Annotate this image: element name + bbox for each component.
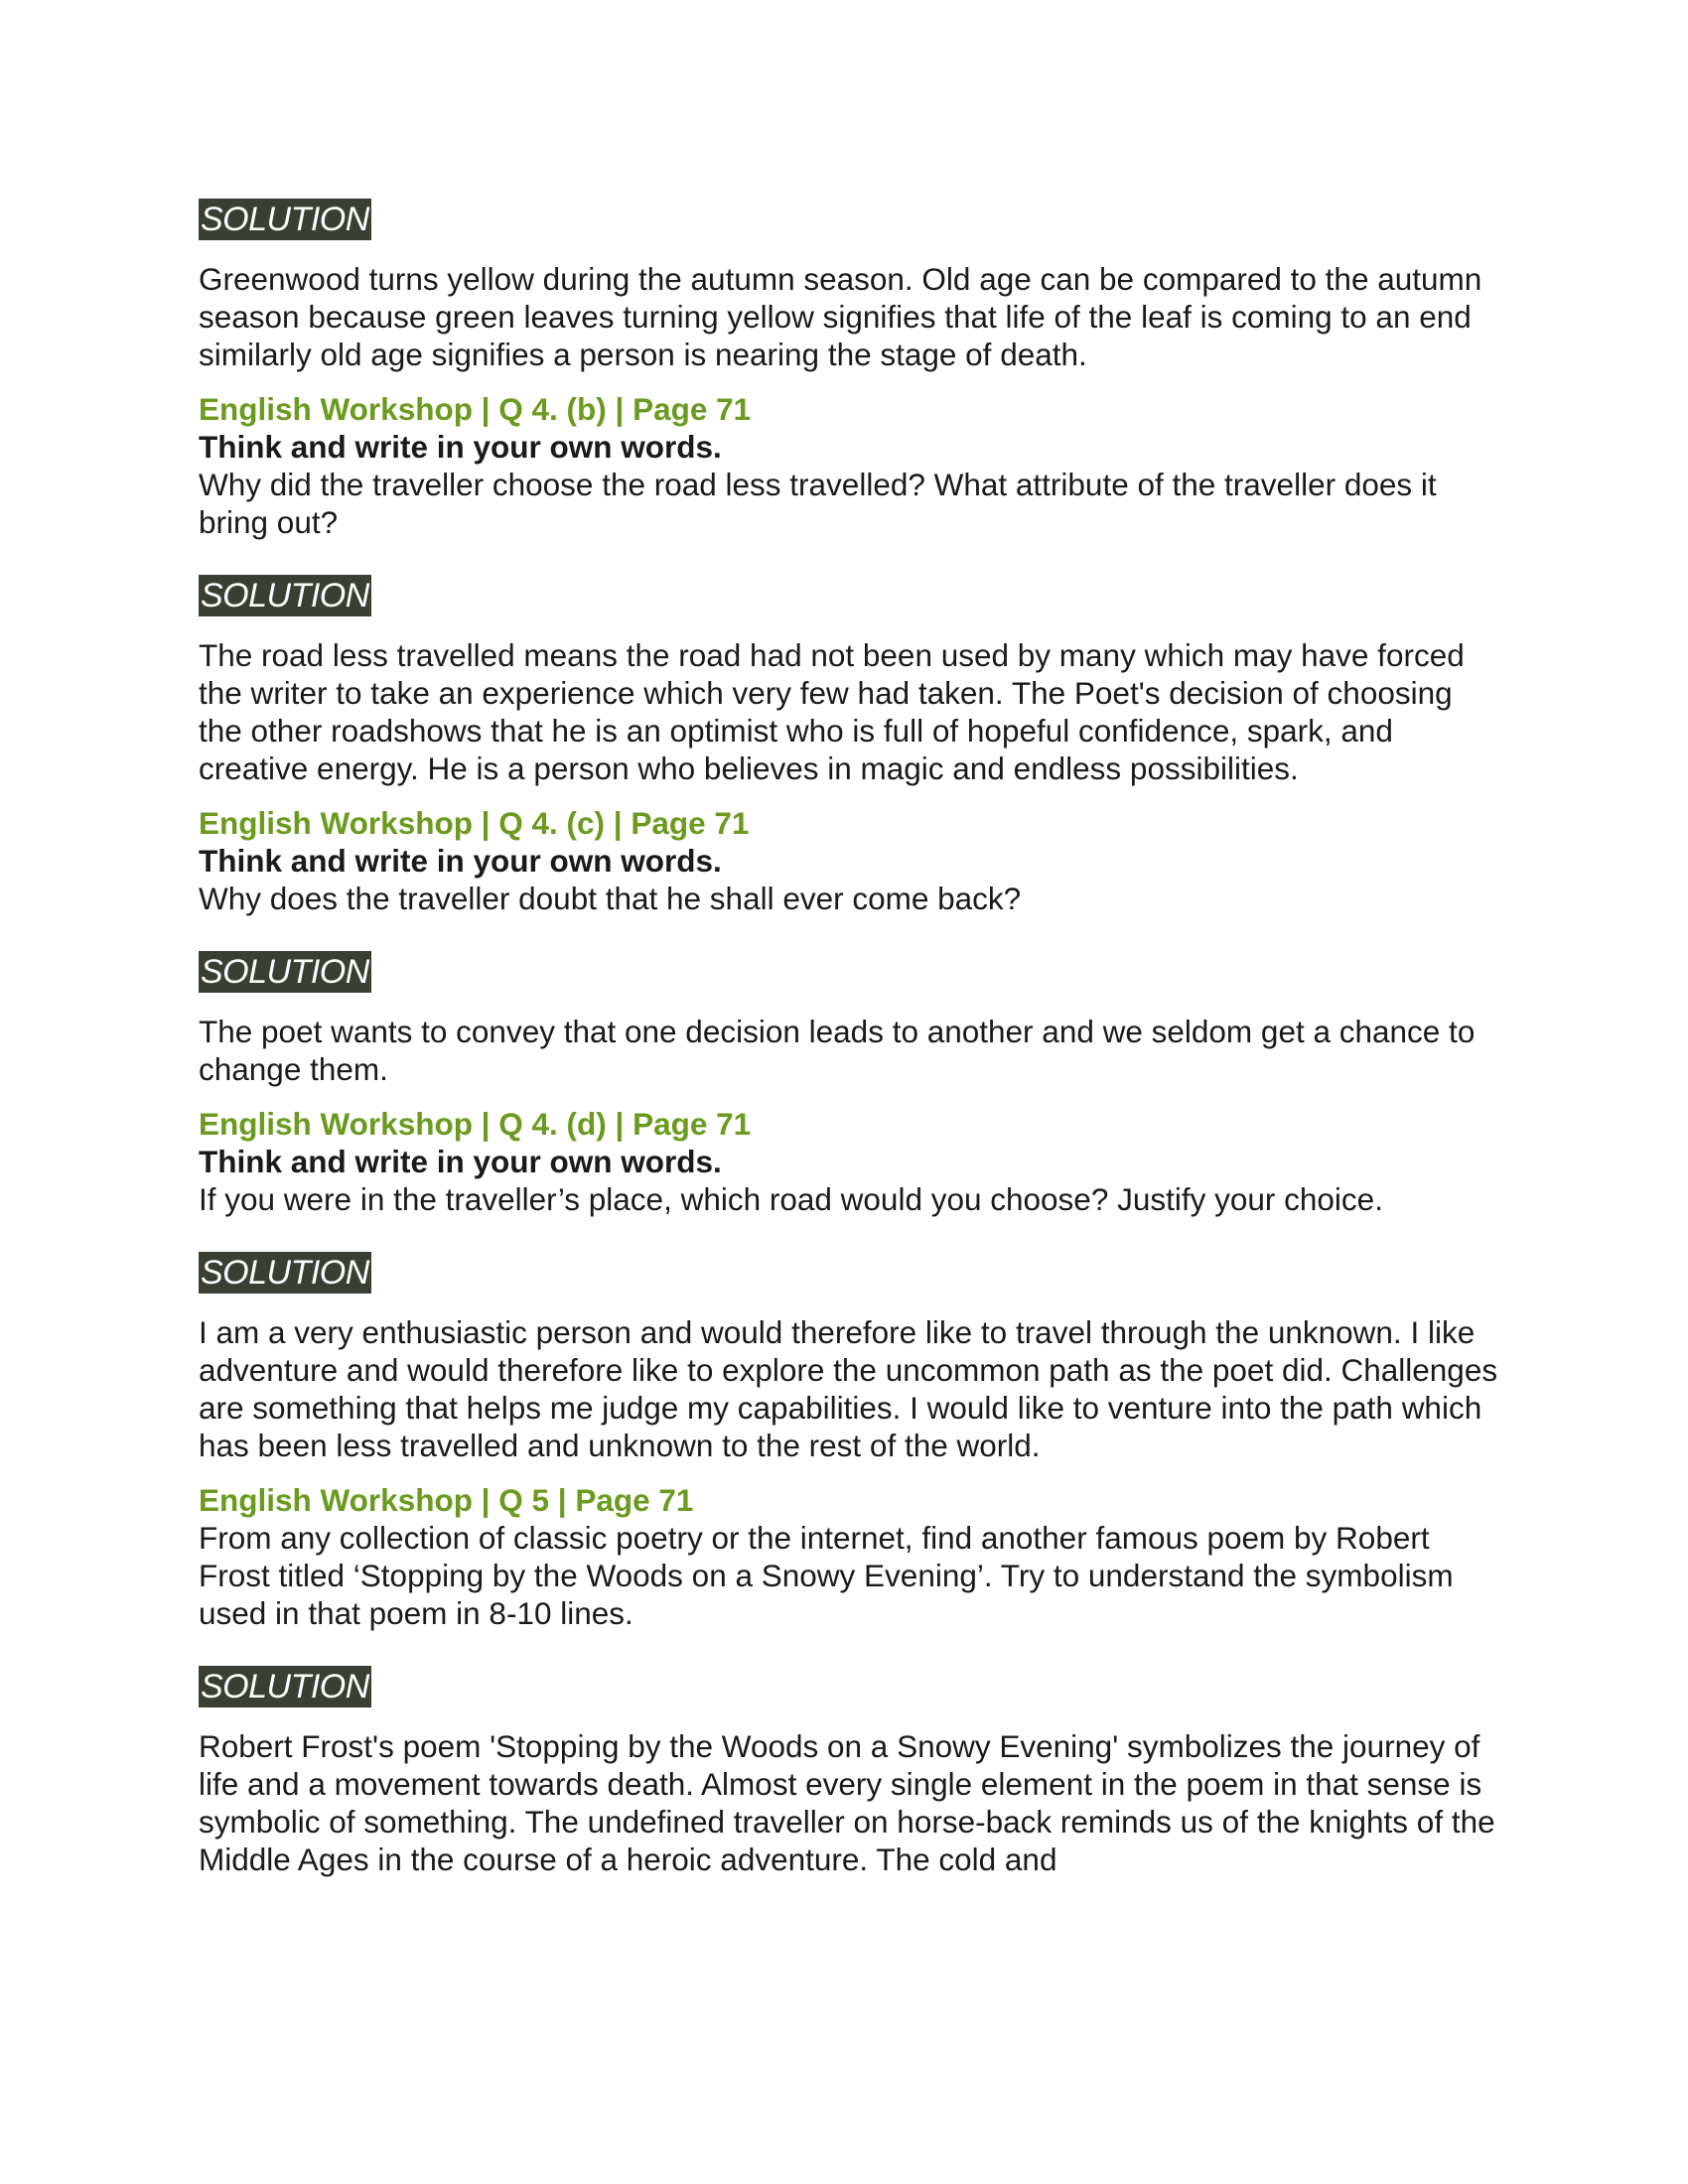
question-text: From any collection of classic poetry or the internet, find another famous poem by Robert Frost titled ‘Stopping by the Woods on a Snowy Evening’. Try to understand the symbolism used in that poem in 8-10 lines. bbox=[199, 1520, 1454, 1631]
document-page bbox=[199, 199, 1499, 1878]
question-block-q4d bbox=[199, 1105, 1499, 1218]
question-text: If you were in the traveller’s place, which road would you choose? Justify your choice. bbox=[199, 1181, 1383, 1217]
question-heading: English Workshop | Q 4. (b) | Page 71 bbox=[199, 391, 752, 427]
question-heading: English Workshop | Q 4. (d) | Page 71 bbox=[199, 1106, 752, 1142]
question-text: Why did the traveller choose the road less travelled? What attribute of the traveller does it bring out? bbox=[199, 467, 1437, 540]
solution-block-2 bbox=[199, 575, 1499, 787]
solution-block-4 bbox=[199, 1252, 1499, 1464]
question-heading: English Workshop | Q 5 | Page 71 bbox=[199, 1482, 694, 1518]
answer-text: The poet wants to convey that one decision leads to another and we seldom get a chance to change them. bbox=[199, 1014, 1476, 1087]
question-block-q4c bbox=[199, 804, 1499, 917]
answer-text: The road less travelled means the road had not been used by many which may have forced the writer to take an experience which very few had taken. The Poet's decision of choosing the other roadshows that he is an optimist who is full of hopeful confidence, spark, and creative energy. He is a person who believes in magic and endless possibilities. bbox=[199, 637, 1465, 786]
question-instruction: Think and write in your own words. bbox=[199, 843, 722, 879]
answer-text: Robert Frost's poem 'Stopping by the Woods on a Snowy Evening' symbolizes the journey of life and a movement towards death. Almost every single element in the poem in that sense is symbolic of something. The undefined traveller on horse-back reminds us of the knights of the Middle Ages in the course of a heroic adventure. The cold and bbox=[199, 1728, 1495, 1877]
solution-label: SOLUTION bbox=[201, 953, 369, 991]
question-instruction: Think and write in your own words. bbox=[199, 429, 722, 465]
question-instruction: Think and write in your own words. bbox=[199, 1144, 722, 1179]
solution-label: SOLUTION bbox=[201, 201, 369, 238]
question-text: Why does the traveller doubt that he shall ever come back? bbox=[199, 881, 1022, 916]
question-block-q4b bbox=[199, 390, 1499, 541]
solution-label: SOLUTION bbox=[201, 1254, 369, 1292]
question-heading: English Workshop | Q 4. (c) | Page 71 bbox=[199, 805, 750, 841]
solution-block-3 bbox=[199, 951, 1499, 1088]
answer-text: Greenwood turns yellow during the autumn season. Old age can be compared to the autumn season because green leaves turning yellow signifies that life of the leaf is coming to an end similarly old age signifies a person is nearing the stage of death. bbox=[199, 261, 1482, 372]
answer-text: I am a very enthusiastic person and would therefore like to travel through the unknown. I like adventure and would therefore like to explore the uncommon path as the poet did. Challenges are something that helps me judge my capabilities. I would like to venture into the path which has been less travelled and unknown to the rest of the world. bbox=[199, 1314, 1498, 1463]
question-block-q5 bbox=[199, 1481, 1499, 1632]
solution-block-1 bbox=[199, 199, 1499, 373]
solution-label: SOLUTION bbox=[201, 577, 369, 614]
solution-label: SOLUTION bbox=[201, 1668, 369, 1706]
solution-block-5 bbox=[199, 1666, 1499, 1878]
